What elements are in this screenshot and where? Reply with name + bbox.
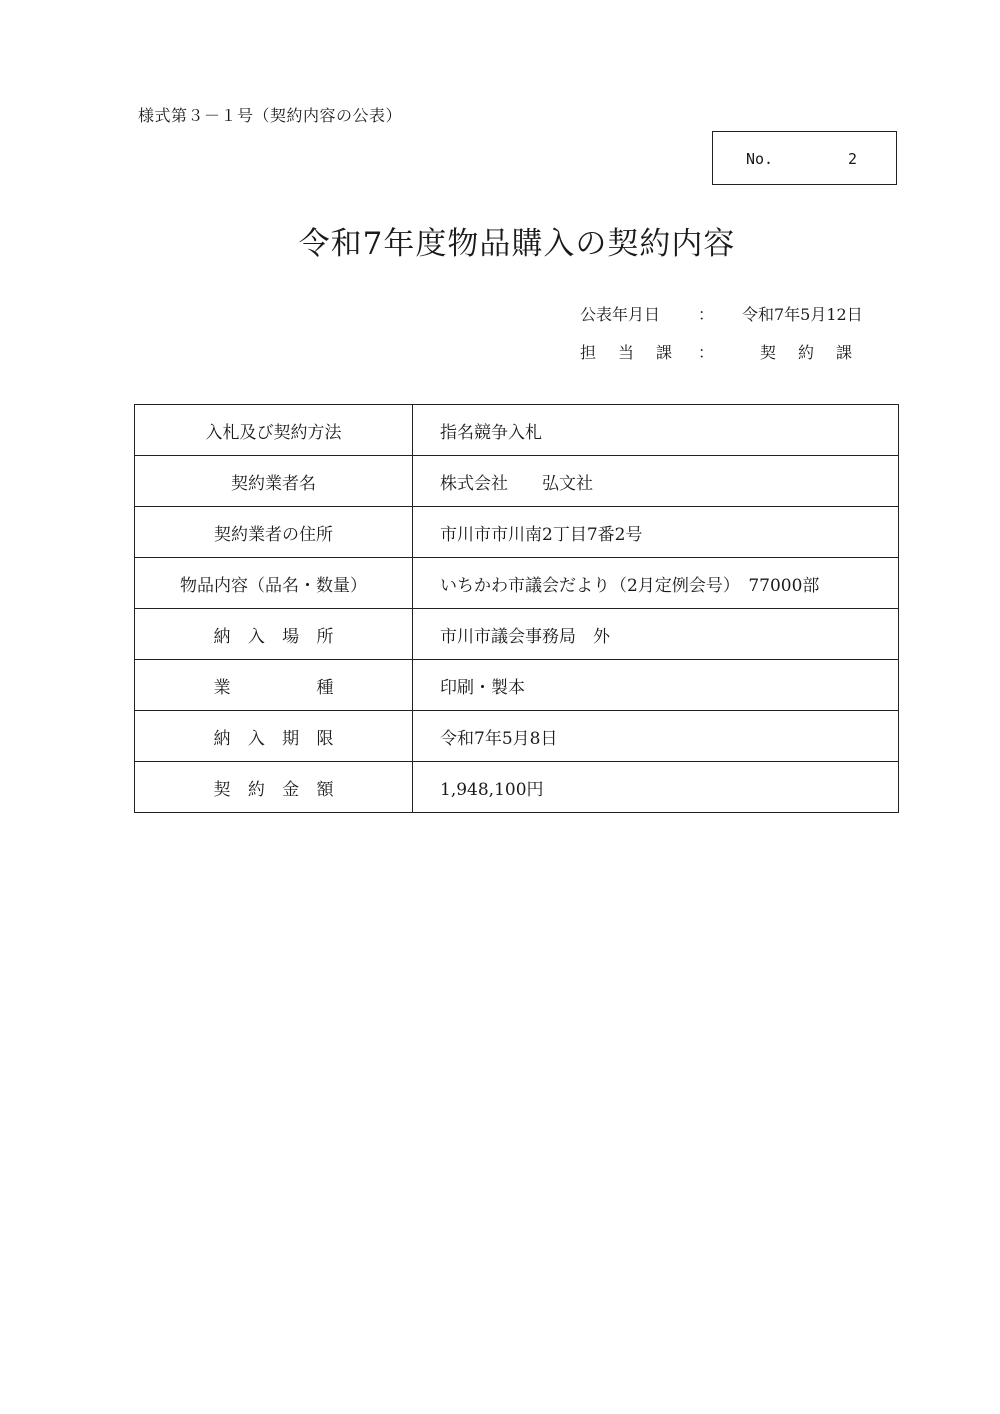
table-row [135, 609, 899, 660]
row-value: 市川市議会事務局 外 [413, 609, 899, 660]
document-number-box [712, 131, 897, 185]
row-label [135, 405, 413, 456]
row-value: いちかわ市議会だより（2月定例会号） 77000部 [413, 558, 899, 609]
publish-date-value: 令和7年5月12日 [742, 305, 863, 324]
row-label [135, 711, 413, 762]
department-value [760, 340, 852, 363]
department-colon: ： [698, 343, 715, 362]
table-row [135, 558, 899, 609]
row-value: 市川市市川南2丁目7番2号 [413, 507, 899, 558]
row-label [135, 762, 413, 813]
department-label-char: 担 [580, 343, 597, 362]
document-number-value: 2 [848, 150, 858, 168]
row-label-char: 期 [282, 728, 300, 749]
row-label-char: 業 [213, 677, 231, 698]
row-label [135, 456, 413, 507]
row-label-text: 契約業者の住所 [214, 524, 333, 545]
publish-date-label: 公表年月日 [580, 305, 661, 324]
table-row [135, 405, 899, 456]
row-label-char: 金 [282, 779, 300, 800]
row-label-spread [214, 673, 334, 698]
row-label-char: 約 [247, 779, 265, 800]
row-label-char: 種 [316, 677, 334, 698]
row-value: 令和7年5月8日 [413, 711, 899, 762]
row-label-char: 納 [213, 728, 231, 749]
row-label-char: 契 [213, 779, 231, 800]
row-value: 1,948,100円 [413, 762, 899, 813]
row-label-text: 契約業者名 [231, 473, 316, 494]
document-number-label: No. [746, 150, 774, 168]
row-label-char: 額 [316, 779, 334, 800]
row-label [135, 609, 413, 660]
department-label [580, 340, 672, 363]
publish-date-colon: ： [698, 305, 715, 324]
row-label-char: 限 [316, 728, 334, 749]
row-value: 株式会社 弘文社 [413, 456, 899, 507]
contract-info-table [134, 404, 899, 813]
row-label-char: 入 [247, 728, 265, 749]
row-label-char: 入 [247, 626, 265, 647]
row-label-spread [214, 622, 334, 647]
row-label-char: 所 [316, 626, 334, 647]
row-value: 指名競争入札 [413, 405, 899, 456]
department-value-char: 課 [835, 343, 852, 362]
row-label-text: 物品内容（品名・数量） [180, 575, 367, 596]
table-row [135, 507, 899, 558]
row-label [135, 507, 413, 558]
row-label-char: 納 [213, 626, 231, 647]
row-label [135, 558, 413, 609]
page-title: 令和7年度物品購入の契約内容 [298, 226, 736, 262]
department-label-char: 課 [655, 343, 672, 362]
department-value-char: 契 [760, 343, 777, 362]
row-label-spread [214, 775, 334, 800]
row-label-char: 場 [282, 626, 300, 647]
table-row [135, 660, 899, 711]
department-value-char: 約 [797, 343, 814, 362]
department-label-char: 当 [617, 343, 634, 362]
table-row [135, 762, 899, 813]
row-label-text: 入札及び契約方法 [205, 422, 342, 443]
row-label-spread [214, 724, 334, 749]
table-row [135, 456, 899, 507]
row-value: 印刷・製本 [413, 660, 899, 711]
row-label [135, 660, 413, 711]
form-number: 様式第３－１号（契約内容の公表） [138, 106, 403, 125]
table-row [135, 711, 899, 762]
